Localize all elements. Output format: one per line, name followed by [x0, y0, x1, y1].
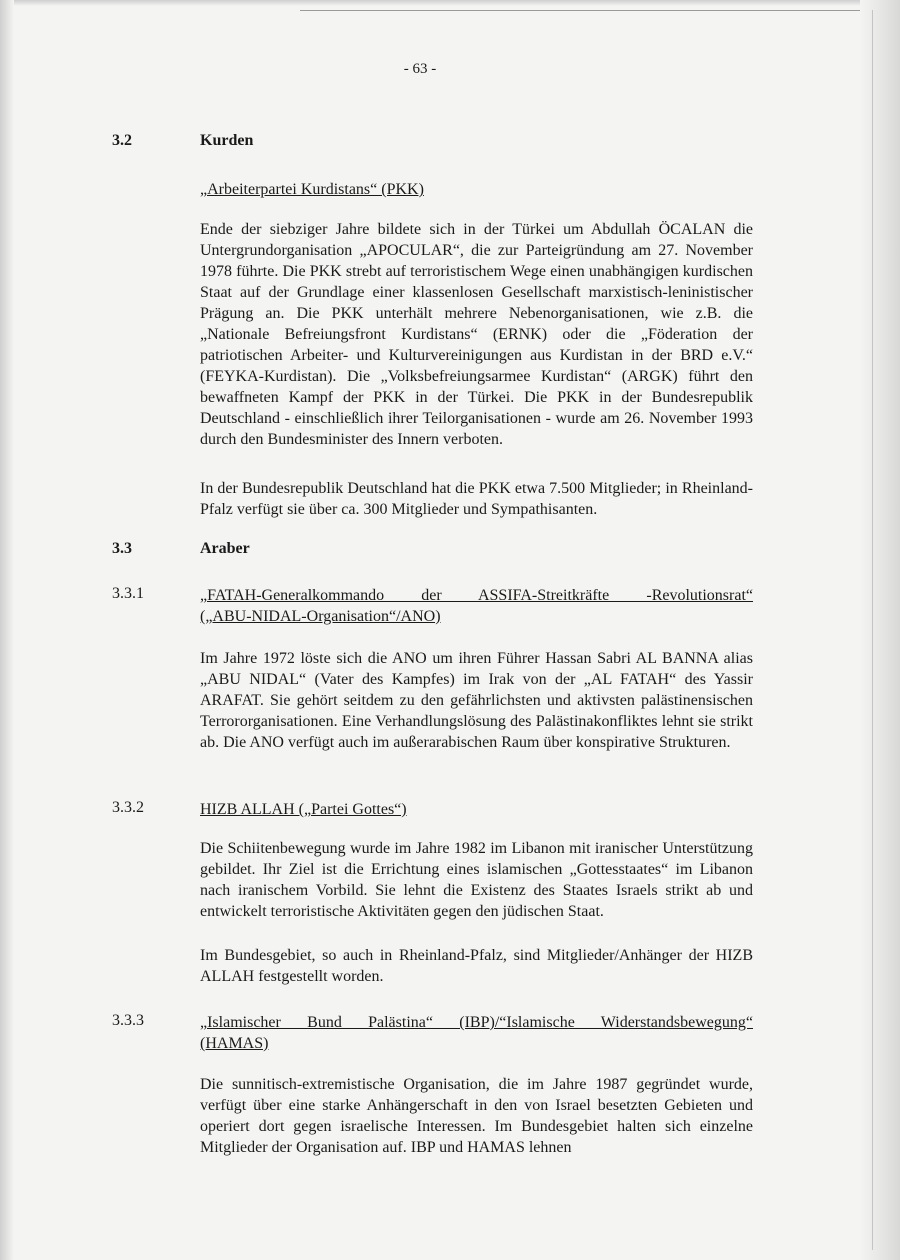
subsection-title: „Arbeiterpartei Kurdistans“ (PKK) [200, 181, 424, 198]
paragraph: In der Bundesrepublik Deutschland hat die PKK etwa 7.500 Mitglieder; in Rheinland-Pfalz verfügt sie über ca. 300 Mitglieder und Sympathisanten. [200, 480, 753, 518]
subsection-title: „Islamischer Bund Palästina“ (IBP)/“Islamische Widerstandsbewegung“ [200, 1014, 753, 1031]
scan-border-top [0, 0, 900, 6]
subsection-title: HIZB ALLAH („Partei Gottes“) [200, 801, 407, 818]
subsection-number: 3.3.3 [112, 1012, 144, 1029]
section-number: 3.3 [112, 540, 132, 557]
paragraph: Im Jahre 1972 löste sich die ANO um ihren Führer Hassan Sabri AL BANNA alias „ABU NIDAL“ (Vater des Kampfes) im Irak von der „AL FATAH“ des Yassir ARAFAT. Sie gehört seitdem zu den gefährlichsten und aktivsten palästinensischen Terrororganisationen. Eine Verhandlungslösung des Palästinakonfliktes lehnt sie strikt ab. Die ANO verfügt auch im außerarabischen Raum über konspirative Strukturen. [200, 650, 753, 751]
subsection-title-continued: (HAMAS) [200, 1035, 269, 1052]
top-rule [300, 10, 860, 11]
paragraph: Ende der siebziger Jahre bildete sich in der Türkei um Abdullah ÖCALAN die Untergrundorganisation „APOCULAR“, die zur Parteigründung am 27. November 1978 führte. Die PKK strebt auf terroristischem Wege einen unabhängigen kurdischen Staat auf der Grundlage einer klassenlosen Gesellschaft marxistisch-leninistischer Prägung an. Die PKK unterhält mehrere Nebenorganisationen, wie z.B. die „Nationale Befreiungsfront Kurdistans“ (ERNK) oder die „Föderation der patriotischen Arbeiter- und Kulturvereinigungen aus Kurdistan in der BRD e.V.“ (FEYKA-Kurdistan). Die „Volksbefreiungsarmee Kurdistan“ (ARGK) führt den bewaffneten Kampf der PKK in der Türkei. Die PKK in der Bundesrepublik Deutschland - einschließlich ihrer Teilorganisationen - wurde am 26. November 1993 durch den Bundesminister des Innern verboten. [200, 221, 753, 448]
section-number: 3.2 [112, 132, 132, 149]
paragraph: Die sunnitisch-extremistische Organisation, die im Jahre 1987 gegründet wurde, verfügt über eine starke Anhängerschaft in den von Israel besetzten Gebieten und operiert dort gegen israelische Interessen. Im Bundesgebiet halten sich einzelne Mitglieder der Organisation auf. IBP und HAMAS lehnen [200, 1076, 753, 1156]
section-heading: Kurden [200, 132, 254, 149]
paragraph: Im Bundesgebiet, so auch in Rheinland-Pfalz, sind Mitglieder/Anhänger der HIZB ALLAH festgestellt worden. [200, 947, 753, 985]
scan-border-right [860, 0, 900, 1260]
subsection-number: 3.3.2 [112, 799, 144, 816]
subsection-title-continued: („ABU-NIDAL-Organisation“/ANO) [200, 608, 441, 625]
right-rule [872, 10, 873, 1250]
subsection-number: 3.3.1 [112, 585, 144, 602]
section-heading: Araber [200, 540, 250, 557]
subsection-title: „FATAH-Generalkommando der ASSIFA-Streitkräfte -Revolutionsrat“ [200, 587, 753, 604]
paragraph: Die Schiitenbewegung wurde im Jahre 1982 im Libanon mit iranischer Unterstützung gebildet. Ihr Ziel ist die Errichtung eines islamischen „Gottesstaates“ im Libanon nach iranischem Vorbild. Sie lehnt die Existenz des Staates Israels strikt ab und entwickelt terroristische Aktivitäten gegen den jüdischen Staat. [200, 840, 753, 920]
scan-border-left [0, 0, 14, 1260]
page-number: - 63 - [403, 61, 437, 77]
